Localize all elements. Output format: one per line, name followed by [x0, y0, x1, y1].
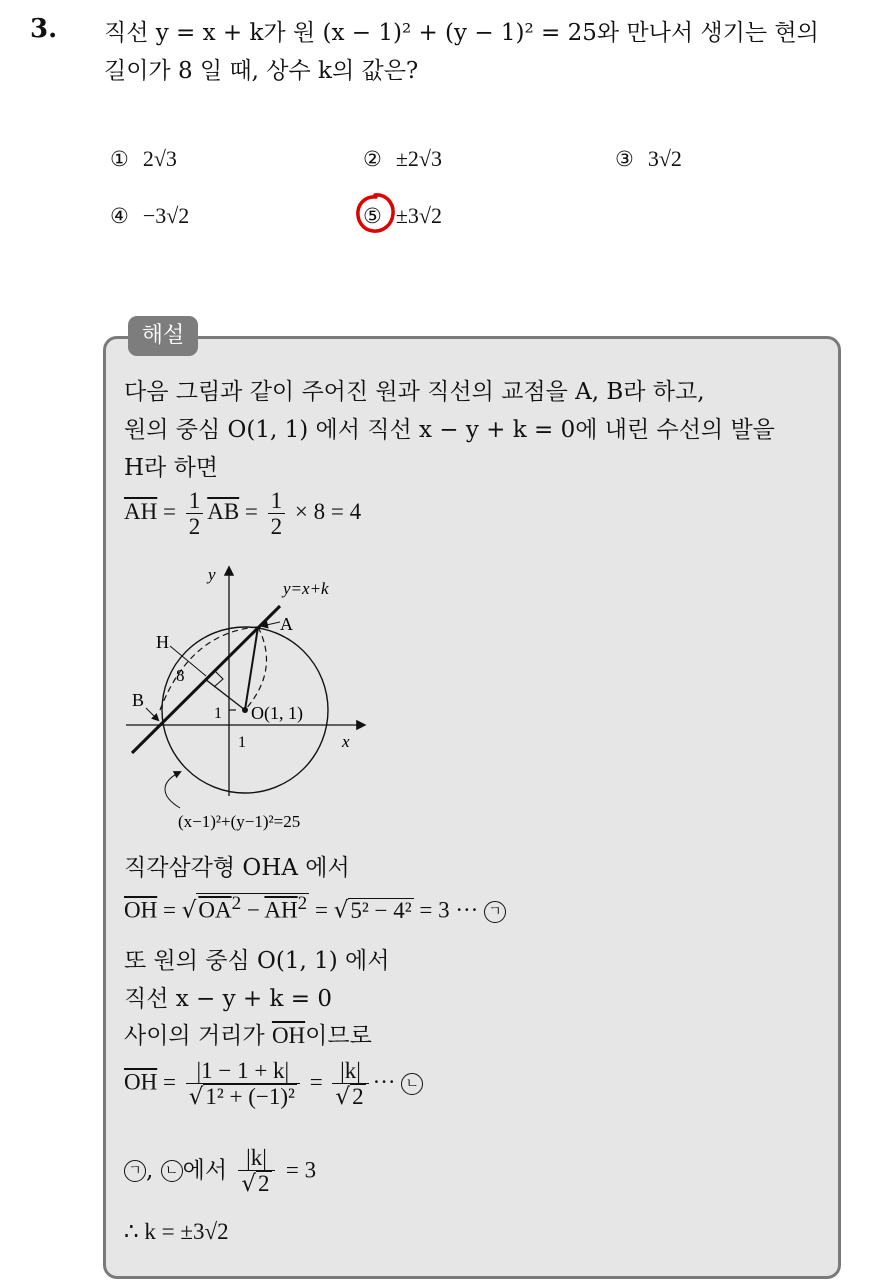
segment-oh: $\overline{OH}$ [271, 1023, 306, 1048]
pointer-b [146, 708, 158, 720]
equation-tail: = 3 [285, 1157, 317, 1183]
solution-line-2: 원의 중심 O(1, 1) 에서 직선 x − y + k = 0에 내린 수선의 발을 [124, 417, 775, 443]
label-b: B [132, 690, 145, 710]
solution-line-3: H라 하면 [124, 455, 219, 481]
equation-oh-2 [124, 1058, 423, 1111]
choice-value: 2√3 [142, 146, 177, 171]
choice-3[interactable] [615, 146, 682, 172]
circled-nieun-icon: ㄴ [401, 1073, 423, 1095]
circled-nieun-icon: ㄴ [161, 1160, 183, 1182]
solution-line-center: 또 원의 중심 O(1, 1) 에서 [124, 948, 390, 974]
pointer-circle [165, 772, 180, 808]
circled-giyeok-icon: ㄱ [484, 901, 506, 923]
choice-4[interactable] [110, 203, 189, 229]
question-text-line2: 길이가 8 일 때, 상수 k의 값은? [104, 58, 419, 84]
selected-answer-circle-icon [352, 190, 398, 236]
equals-sign: = [162, 897, 176, 923]
question-text-line1: 직선 y = x + k가 원 (x − 1)² + (y − 1)² = 25와 만나서 생기는 현의 [104, 20, 819, 46]
right-angle-mark [214, 670, 223, 687]
equation-ah [124, 488, 361, 540]
label-a: A [280, 614, 293, 634]
fraction-half: $\frac{1}{2}$ [186, 488, 204, 540]
choice-2[interactable] [363, 146, 442, 172]
choice-mark: ③ [615, 147, 634, 171]
label-y: y [208, 565, 216, 584]
final-answer: ∴ k = ±3√2 [124, 1219, 229, 1244]
segment-oh: $\overline{OH}$ [124, 1069, 158, 1095]
label-line: y=x+k [283, 579, 329, 598]
choice-1[interactable] [110, 146, 177, 172]
equation-combine: ㄱ , ㄴ 에서 $\frac{|k|}{√2}$ = 3 [124, 1145, 316, 1198]
radicand-numbers: 5² − 4² [350, 897, 412, 923]
center-point [242, 707, 248, 713]
segment-oh: $\overline{OH}$ [124, 897, 158, 923]
equals-sign: = [162, 1069, 176, 1095]
choice-value: ±2√3 [395, 146, 442, 171]
radical-icon: √ [333, 897, 349, 924]
fraction-abs-k: $\frac{|k|}{√2}$ [238, 1145, 274, 1198]
label-8: 8 [176, 666, 185, 685]
label-circle: (x−1)²+(y−1)²=25 [178, 812, 301, 831]
label-h: H [156, 632, 169, 652]
fraction-half: $\frac{1}{2}$ [268, 488, 286, 540]
choice-mark: ② [363, 147, 382, 171]
choice-value: 3√2 [647, 146, 682, 171]
fraction-abs-k: $\frac{|k|}{√2}$ [332, 1058, 368, 1111]
question-number: 3. [30, 14, 58, 44]
solution-line-1: 다음 그림과 같이 주어진 원과 직선의 교점을 A, B라 하고, [124, 379, 705, 405]
label-o: O(1, 1) [251, 703, 303, 723]
segment-ah: $\overline{AH}$ [124, 499, 158, 525]
solution-line-distance: 사이의 거리가 $\overline{OH}$이므로 [124, 1023, 372, 1049]
equals-sign: = [244, 499, 258, 525]
equals-sign: = [162, 499, 176, 525]
choice-mark: ① [110, 147, 129, 171]
choice-mark: ④ [110, 204, 129, 228]
equals-sign: = [314, 897, 328, 923]
equation-oh-1 [124, 893, 506, 924]
choice-mark: ⑤ [363, 204, 382, 228]
segment-ab: $\overline{AB}$ [207, 499, 240, 525]
equation-tail: = 3 ··· [419, 897, 479, 923]
circled-giyeok-icon: ㄱ [124, 1160, 146, 1182]
label-1y: 1 [214, 705, 222, 722]
solution-line-line: 직선 x − y + k = 0 [124, 986, 332, 1012]
equation-tail: × 8 = 4 [294, 499, 362, 525]
choice-value: −3√2 [142, 203, 190, 228]
solution-tag: 해설 [128, 316, 198, 356]
label-x: x [342, 732, 350, 751]
segment-oh [205, 679, 245, 710]
circle-line-figure [120, 560, 380, 840]
radicand: $OA^2 - \overline{AH}^2$ [198, 893, 308, 923]
choice-value: ±3√2 [395, 203, 442, 228]
dashed-arc-left [160, 627, 258, 710]
label-1x: 1 [238, 734, 246, 751]
dots: ··· [372, 1069, 396, 1095]
radical-icon: √ [181, 897, 197, 924]
solution-line-triangle: 직각삼각형 OHA 에서 [124, 855, 350, 881]
fraction-distance: $\frac{|1 - 1 + k|}{\text{√1² + (−1)²}}$ [186, 1058, 300, 1111]
equals-sign: = [309, 1069, 323, 1095]
